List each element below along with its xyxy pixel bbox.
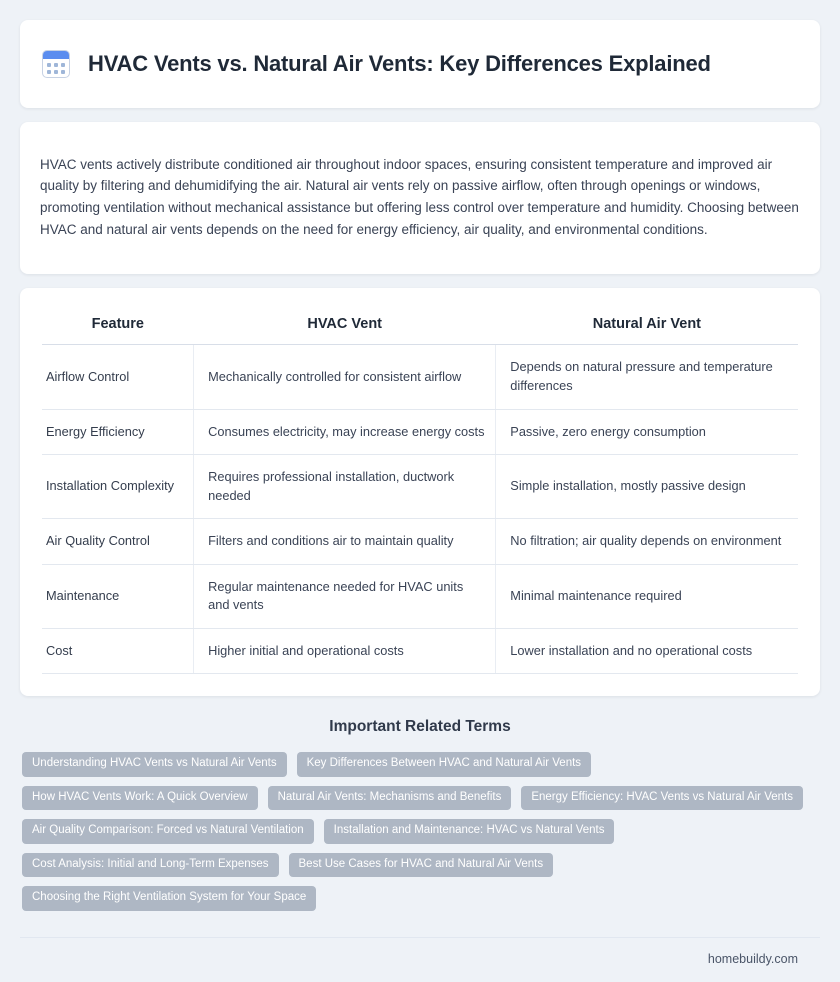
row-hvac-value: Mechanically controlled for consistent airflow [194,345,496,409]
related-term-chip[interactable]: How HVAC Vents Work: A Quick Overview [22,786,258,811]
column-header-feature: Feature [42,302,194,345]
row-hvac-value: Requires professional installation, ductwork needed [194,455,496,519]
column-header-natural-air-vent: Natural Air Vent [496,302,798,345]
row-natural-value: Minimal maintenance required [496,564,798,628]
table-row [42,628,798,674]
row-feature-label: Cost [42,628,194,674]
table-row [42,519,798,565]
site-name: homebuildy.com [707,951,798,966]
related-term-chip[interactable]: Natural Air Vents: Mechanisms and Benefits [268,786,512,811]
row-feature-label: Energy Efficiency [42,409,194,455]
summary-text: HVAC vents actively distribute conditioned air throughout indoor spaces, ensuring consistent temperature and improved air quality by filtering and dehumidifying the air. Natural air vents rely on passive airflow, often through openings or windows, promoting ventilation without mechanical assistance but offering less control over temperature and humidity. Choosing between HVAC and natural air vents depends on the need for energy efficiency, air quality, and environmental conditions. [40,156,799,238]
comparison-table-card [20,288,820,696]
calendar-grid-icon [42,50,70,78]
related-term-chip[interactable]: Installation and Maintenance: HVAC vs Natural Vents [324,819,615,844]
related-terms-title: Important Related Terms [329,718,511,736]
row-hvac-value: Filters and conditions air to maintain quality [194,519,496,565]
related-term-chip[interactable]: Key Differences Between HVAC and Natural Air Vents [297,752,591,777]
page-title: HVAC Vents vs. Natural Air Vents: Key Differences Explained [88,51,711,76]
row-hvac-value: Higher initial and operational costs [194,628,496,674]
related-term-chip[interactable]: Understanding HVAC Vents vs Natural Air Vents [22,752,287,777]
row-feature-label: Installation Complexity [42,455,194,519]
related-terms-list [22,752,818,911]
table-header-row [42,302,798,345]
table-row [42,564,798,628]
footer [20,937,820,982]
comparison-table [42,302,798,674]
table-row [42,345,798,409]
table-body [42,345,798,674]
row-hvac-value: Consumes electricity, may increase energy costs [194,409,496,455]
row-feature-label: Maintenance [42,564,194,628]
column-header-hvac-vent: HVAC Vent [194,302,496,345]
row-natural-value: Simple installation, mostly passive design [496,455,798,519]
related-terms-section [20,718,820,911]
related-term-chip[interactable]: Energy Efficiency: HVAC Vents vs Natural Air Vents [521,786,803,811]
table-row [42,409,798,455]
related-term-chip[interactable]: Cost Analysis: Initial and Long-Term Expenses [22,853,279,878]
row-natural-value: Depends on natural pressure and temperature differences [496,345,798,409]
row-hvac-value: Regular maintenance needed for HVAC units and vents [194,564,496,628]
row-natural-value: Passive, zero energy consumption [496,409,798,455]
header-card [20,20,820,108]
row-natural-value: Lower installation and no operational costs [496,628,798,674]
row-natural-value: No filtration; air quality depends on environment [496,519,798,565]
related-term-chip[interactable]: Air Quality Comparison: Forced vs Natural Ventilation [22,819,314,844]
table-header [42,302,798,345]
row-feature-label: Air Quality Control [42,519,194,565]
related-term-chip[interactable]: Best Use Cases for HVAC and Natural Air Vents [289,853,554,878]
table-row [42,455,798,519]
summary-card [20,122,820,274]
related-term-chip[interactable]: Choosing the Right Ventilation System for Your Space [22,886,316,911]
row-feature-label: Airflow Control [42,345,194,409]
